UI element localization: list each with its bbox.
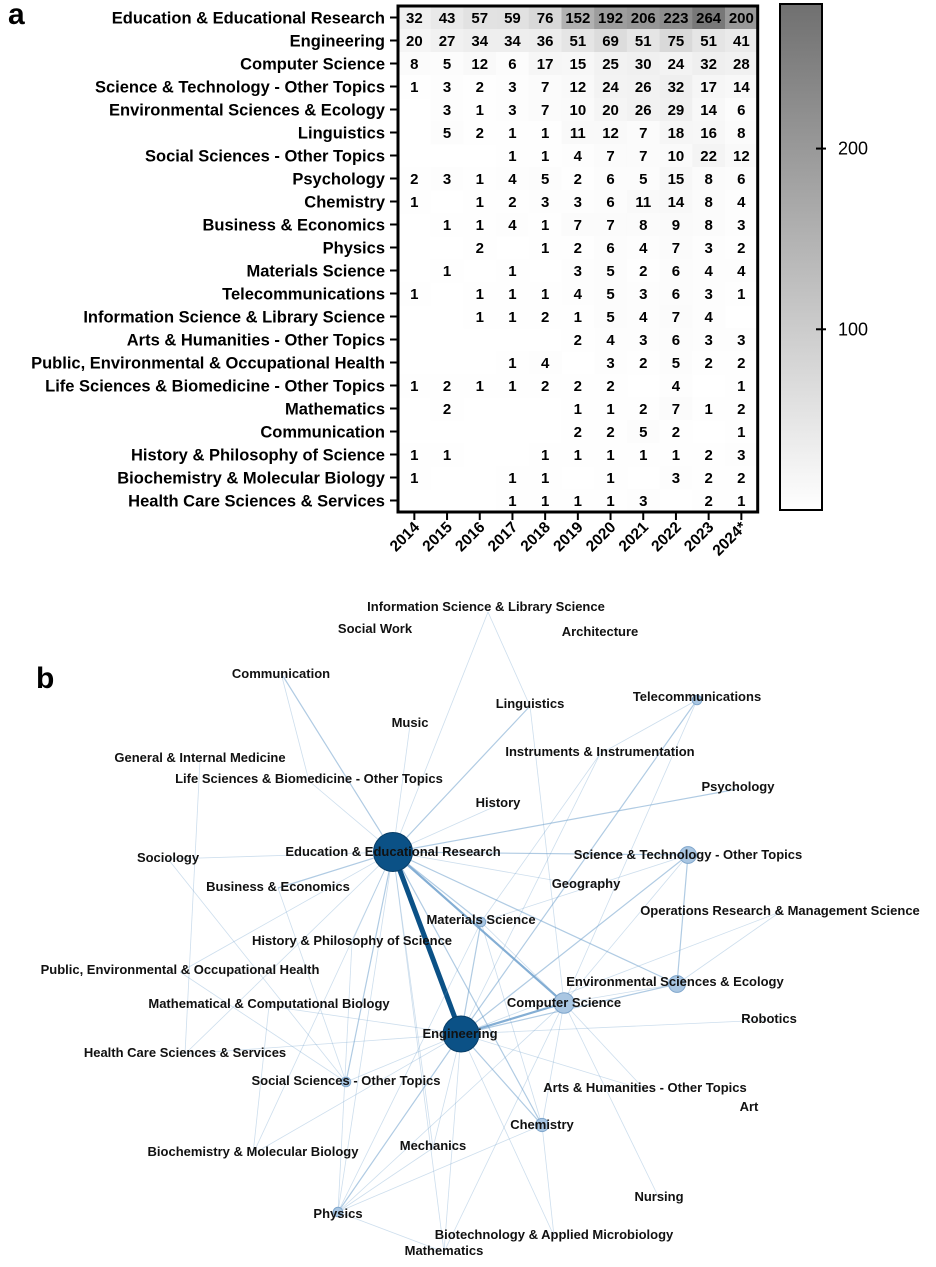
row-label-materials-science: Materials Science [246, 262, 385, 281]
heatmap-cell-value: 1 [606, 447, 615, 464]
heatmap-cell-value: 192 [598, 10, 624, 27]
heatmap-cell-value: 4 [704, 263, 713, 280]
heatmap-cell-value: 3 [540, 194, 550, 211]
heatmap-cell-value: 9 [671, 217, 681, 234]
heatmap-cell-value: 2 [573, 332, 583, 349]
heatmap-cell-value: 75 [667, 33, 685, 50]
heatmap-cell-value: 6 [508, 56, 517, 73]
row-label-information-science-library-science: Information Science & Library Science [83, 308, 385, 327]
heatmap-cell-value: 1 [475, 194, 484, 211]
network-edge [481, 922, 542, 1125]
heatmap-cell-value: 20 [602, 102, 619, 119]
network-label-nursing: Nursing [634, 1189, 684, 1204]
heatmap-cell-value: 3 [442, 79, 452, 96]
heatmap-cell-value: 2 [573, 240, 583, 257]
heatmap-cell-value: 5 [606, 263, 615, 280]
row-label-psychology: Psychology [292, 170, 385, 189]
heatmap-cell-value: 264 [696, 10, 722, 27]
heatmap-cell-value: 1 [540, 447, 550, 464]
heatmap-cell-value: 3 [442, 102, 452, 119]
row-label-life-sciences-biomedicine-other-topics: Life Sciences & Biomedicine - Other Topics [45, 377, 385, 396]
heatmap-cell-value: 1 [573, 401, 583, 418]
network-label-science-technology-other-topics: Science & Technology - Other Topics [573, 847, 803, 862]
heatmap-cell-value: 34 [504, 33, 521, 50]
heatmap-cell-value: 2 [737, 240, 746, 257]
heatmap-cell-value: 32 [406, 10, 423, 27]
heatmap-cell-value: 10 [569, 102, 587, 119]
network-label-chemistry: Chemistry [510, 1117, 574, 1132]
column-label: 2022 [648, 518, 685, 556]
heatmap-cell-value: 7 [671, 401, 681, 418]
network-label-information-science-library-science: Information Science & Library Science [367, 599, 605, 614]
row-label-physics: Physics [322, 239, 385, 258]
heatmap-cell-value: 1 [508, 470, 517, 487]
heatmap-cell-value: 3 [737, 217, 746, 234]
heatmap-cell-value: 8 [410, 56, 419, 73]
heatmap-cell-value: 2 [410, 171, 419, 188]
heatmap-cell-value: 36 [536, 33, 554, 50]
column-label: 2020 [582, 518, 620, 556]
heatmap-cell-value: 5 [639, 424, 648, 441]
heatmap-cell-value: 3 [508, 79, 517, 96]
heatmap-cell-value: 18 [667, 125, 685, 142]
heatmap-cell-value: 3 [508, 102, 517, 119]
heatmap-cell-value: 1 [508, 493, 517, 510]
network-label-sociology: Sociology [136, 850, 200, 865]
heatmap-cell-value: 3 [639, 286, 648, 303]
heatmap-cell-value: 5 [442, 56, 452, 73]
heatmap-cell-value: 12 [471, 56, 489, 73]
network-label-general-internal-medicine: General & Internal Medicine [114, 750, 286, 765]
heatmap-cell-value: 3 [573, 194, 583, 211]
network-label-education-educational-research: Education & Educational Research [285, 844, 501, 859]
heatmap-cell-value: 25 [602, 56, 619, 73]
heatmap-cell-value: 12 [569, 79, 587, 96]
heatmap-cell-value: 1 [475, 171, 484, 188]
column-label: 2019 [550, 518, 587, 556]
heatmap-cell-value: 1 [410, 447, 419, 464]
network-label-social-sciences-other-topics: Social Sciences - Other Topics [251, 1073, 441, 1088]
column-label: 2016 [452, 518, 489, 556]
column-label: 2018 [517, 518, 554, 556]
heatmap-cell-value: 3 [704, 286, 713, 303]
heatmap-cell-value: 4 [639, 309, 648, 326]
heatmap-cell-value: 6 [606, 194, 615, 211]
heatmap-cell-value: 3 [573, 263, 583, 280]
heatmap-cell-value: 3 [704, 240, 713, 257]
heatmap-cell-value: 1 [475, 217, 484, 234]
row-label-education-educational-research: Education & Educational Research [111, 9, 385, 28]
network-edge [481, 754, 600, 922]
heatmap-cell-value: 1 [573, 309, 583, 326]
heatmap-cell-value: 1 [508, 309, 517, 326]
heatmap-cell-value: 32 [700, 56, 717, 73]
network-label-history: History [475, 795, 521, 810]
heatmap-cell-value: 2 [606, 378, 615, 395]
network-label-social-work: Social Work [337, 621, 413, 636]
heatmap-cell-value: 5 [606, 309, 615, 326]
heatmap-cell-value: 5 [606, 286, 615, 303]
heatmap-cell-value: 2 [475, 125, 484, 142]
heatmap-cell-value: 1 [540, 493, 550, 510]
network-label-mathematics: Mathematics [404, 1243, 484, 1258]
column-label: 2021 [615, 518, 653, 556]
heatmap-cell-value: 3 [671, 470, 681, 487]
heatmap-cell-value: 2 [704, 447, 713, 464]
heatmap-cell-value: 4 [540, 355, 550, 372]
row-label-business-economics: Business & Economics [202, 216, 385, 235]
heatmap-cell-value: 12 [602, 125, 619, 142]
heatmap-cell-value: 2 [508, 194, 517, 211]
row-label-environmental-sciences-ecology: Environmental Sciences & Ecology [108, 101, 385, 120]
row-label-history-philosophy-of-science: History & Philosophy of Science [131, 446, 385, 465]
network-edge [461, 1020, 769, 1034]
heatmap-cell-value: 8 [704, 217, 713, 234]
heatmap-cell-value: 15 [667, 171, 685, 188]
heatmap-cell-value: 17 [536, 56, 554, 73]
heatmap-cell-value: 6 [606, 171, 615, 188]
network-label-mathematical-computational-biology: Mathematical & Computational Biology [148, 996, 390, 1011]
heatmap-cell-value: 17 [700, 79, 717, 96]
heatmap-cell-value: 2 [671, 424, 681, 441]
network-label-communication: Communication [231, 666, 331, 681]
heatmap-cell-value: 76 [536, 10, 554, 27]
panel-label-b: b [36, 662, 55, 695]
heatmap-cell-value: 1 [573, 447, 583, 464]
heatmap-cell-value: 14 [667, 194, 685, 211]
heatmap-cell-value: 2 [639, 355, 648, 372]
network-label-telecommunications: Telecommunications [632, 689, 762, 704]
heatmap-cell-value: 7 [639, 125, 648, 142]
heatmap-cell-value: 11 [569, 125, 586, 142]
heatmap-cell-value: 7 [606, 217, 615, 234]
network-label-history-philosophy-of-science: History & Philosophy of Science [251, 933, 453, 948]
heatmap-cell-value: 1 [540, 286, 550, 303]
network-label-materials-science: Materials Science [426, 912, 536, 927]
network-label-linguistics: Linguistics [495, 696, 565, 711]
heatmap-cell-value: 3 [704, 332, 713, 349]
heatmap-cell-value: 1 [737, 424, 746, 441]
heatmap-cell-value: 12 [733, 148, 750, 165]
heatmap-cell-value: 5 [639, 171, 648, 188]
network-label-life-sciences-biomedicine-other-topics: Life Sciences & Biomedicine - Other Topics [175, 771, 443, 786]
heatmap-cell-value: 1 [475, 309, 484, 326]
network-label-business-economics: Business & Economics [206, 879, 350, 894]
heatmap-cell-value: 1 [410, 194, 419, 211]
network-panel [36, 599, 920, 1258]
heatmap-cell-value: 6 [737, 102, 746, 119]
heatmap-cell-value: 59 [504, 10, 521, 27]
heatmap-cell-value: 2 [606, 424, 615, 441]
network-label-instruments-instrumentation: Instruments & Instrumentation [505, 744, 695, 759]
heatmap-cell-value: 8 [737, 125, 746, 142]
row-label-biochemistry-molecular-biology: Biochemistry & Molecular Biology [117, 469, 385, 488]
heatmap-cell-value: 2 [737, 470, 746, 487]
heatmap-cell-value: 1 [410, 378, 419, 395]
network-label-computer-science: Computer Science [506, 995, 622, 1010]
heatmap-cell-value: 2 [475, 79, 484, 96]
network-label-engineering: Engineering [422, 1026, 498, 1041]
row-label-linguistics: Linguistics [297, 124, 385, 143]
heatmap-cell-value: 6 [671, 332, 681, 349]
heatmap-cell-value: 2 [540, 309, 550, 326]
network-edge [542, 1125, 554, 1236]
heatmap-cell-value: 3 [442, 171, 452, 188]
heatmap-cell-value: 26 [634, 79, 652, 96]
row-label-chemistry: Chemistry [304, 193, 385, 212]
heatmap-cell-value: 1 [475, 378, 484, 395]
heatmap-cell-value: 7 [671, 240, 681, 257]
heatmap-cell-value: 8 [704, 194, 713, 211]
heatmap-cell-value: 24 [667, 56, 685, 73]
network-edge [338, 1034, 461, 1212]
heatmap-cell-value: 1 [508, 378, 517, 395]
heatmap-cell-value: 1 [475, 286, 484, 303]
heatmap-cell-value: 3 [737, 447, 746, 464]
row-label-engineering: Engineering [289, 32, 385, 51]
heatmap-cell-value: 4 [508, 171, 517, 188]
heatmap-cell-value: 1 [410, 470, 419, 487]
row-label-mathematics: Mathematics [285, 400, 385, 419]
heatmap-cell-value: 4 [606, 332, 615, 349]
heatmap-cell-value: 1 [410, 79, 419, 96]
heatmap-cell-value: 3 [639, 332, 648, 349]
heatmap-cell-value: 1 [737, 378, 746, 395]
heatmap-cell-value: 20 [406, 33, 423, 50]
network-label-art: Art [739, 1099, 759, 1114]
colorbar-tick-label: 200 [838, 138, 869, 159]
heatmap-cell-value: 223 [663, 10, 689, 27]
heatmap-cell-value: 14 [733, 79, 750, 96]
network-edge [338, 922, 481, 1212]
row-label-arts-humanities-other-topics: Arts & Humanities - Other Topics [126, 331, 385, 350]
heatmap-cell-value: 8 [639, 217, 648, 234]
heatmap-cell-value: 200 [728, 10, 754, 27]
heatmap-cell-value: 6 [671, 286, 681, 303]
heatmap-cell-value: 7 [540, 102, 550, 119]
heatmap-cell-value: 16 [700, 125, 717, 142]
heatmap-cell-value: 1 [540, 125, 550, 142]
heatmap-cell-value: 1 [573, 493, 583, 510]
network-edge [461, 1034, 554, 1236]
heatmap-cell-value: 5 [540, 171, 550, 188]
heatmap-cell-value: 41 [733, 33, 750, 50]
heatmap-cell-value: 1 [737, 493, 746, 510]
network-label-physics: Physics [313, 1206, 363, 1221]
network-edge [677, 855, 688, 984]
heatmap-cell-value: 1 [606, 493, 615, 510]
heatmap-cell-value: 28 [733, 56, 750, 73]
heatmap-cell-value: 30 [634, 56, 652, 73]
heatmap-cell-value: 51 [700, 33, 717, 50]
column-label: 2014 [386, 518, 424, 556]
row-label-telecommunications: Telecommunications [222, 285, 385, 304]
heatmap-cell-value: 1 [508, 355, 517, 372]
heatmap-cell-value: 4 [737, 263, 746, 280]
heatmap-cell-value: 10 [667, 148, 685, 165]
network-label-architecture: Architecture [561, 624, 639, 639]
heatmap-cell-value: 8 [704, 171, 713, 188]
network-label-geography: Geography [551, 876, 621, 891]
network-label-public-environmental-occupational-health: Public, Environmental & Occupational Health [40, 962, 320, 977]
heatmap-cell-value: 2 [573, 171, 583, 188]
network-label-psychology: Psychology [701, 779, 775, 794]
row-label-computer-science: Computer Science [240, 55, 385, 74]
network-label-environmental-sciences-ecology: Environmental Sciences & Ecology [566, 974, 784, 989]
heatmap-cell-value: 4 [573, 286, 583, 303]
heatmap-cell-value: 1 [442, 447, 452, 464]
heatmap-cell-value: 7 [540, 79, 550, 96]
heatmap-cell-value: 27 [438, 33, 456, 50]
heatmap-cell-value: 2 [639, 401, 648, 418]
heatmap-cell-value: 32 [667, 79, 685, 96]
network-label-health-care-sciences-services: Health Care Sciences & Services [83, 1045, 287, 1060]
heatmap-cell-value: 1 [442, 217, 452, 234]
heatmap-cell-value: 2 [737, 401, 746, 418]
heatmap-cell-value: 6 [606, 240, 615, 257]
heatmap-cell-value: 2 [737, 355, 746, 372]
row-label-social-sciences-other-topics: Social Sciences - Other Topics [145, 147, 385, 166]
network-edge [180, 972, 346, 1082]
heatmap-cell-value: 7 [573, 217, 583, 234]
heatmap-cell-value: 1 [508, 286, 517, 303]
heatmap-cell-value: 3 [737, 332, 746, 349]
column-label: 2017 [484, 518, 522, 556]
colorbar-gradient-bar [780, 4, 822, 510]
row-label-communication: Communication [260, 423, 385, 442]
heatmap-cell-value: 1 [704, 401, 713, 418]
heatmap-cell-value: 1 [475, 102, 484, 119]
heatmap-cell-value: 4 [737, 194, 746, 211]
network-label-robotics: Robotics [741, 1011, 797, 1026]
heatmap-cell-value: 14 [700, 102, 717, 119]
row-label-public-environmental-occupational-health: Public, Environmental & Occupational Health [31, 354, 385, 373]
heatmap-cell-value: 2 [704, 355, 713, 372]
heatmap-cell-value: 1 [540, 240, 550, 257]
panel-label-a: a [8, 0, 25, 31]
heatmap-cell-value: 1 [540, 148, 550, 165]
heatmap-cell-value: 2 [573, 424, 583, 441]
heatmap-cell-value: 2 [704, 493, 713, 510]
heatmap-cell-value: 7 [639, 148, 648, 165]
heatmap-cell-value: 4 [508, 217, 517, 234]
heatmap-cell-value: 3 [639, 493, 648, 510]
heatmap-cell-value: 15 [569, 56, 587, 73]
heatmap-cell-value: 1 [540, 217, 550, 234]
heatmap-cell-value: 1 [508, 263, 517, 280]
heatmap-cell-value: 3 [606, 355, 615, 372]
heatmap-cell-value: 1 [639, 447, 648, 464]
heatmap-cell-value: 22 [700, 148, 717, 165]
network-label-music: Music [391, 715, 429, 730]
heatmap-cell-value: 1 [737, 286, 746, 303]
column-label: 2024* [709, 518, 751, 560]
heatmap-cell-value: 2 [475, 240, 484, 257]
network-edge [564, 1003, 645, 1090]
heatmap-cell-value: 1 [508, 148, 517, 165]
heatmap-cell-value: 2 [704, 470, 713, 487]
heatmap-cell-value: 2 [639, 263, 648, 280]
heatmap-cell-value: 4 [671, 378, 681, 395]
network-label-arts-humanities-other-topics: Arts & Humanities - Other Topics [543, 1080, 747, 1095]
heatmap-cell-value: 152 [565, 10, 591, 27]
heatmap-cell-value: 2 [442, 378, 452, 395]
row-label-health-care-sciences-services: Health Care Sciences & Services [128, 492, 385, 511]
network-edge [278, 888, 346, 1082]
heatmap-cell-value: 1 [410, 286, 419, 303]
heatmap-cell-value: 51 [569, 33, 587, 50]
network-edge [346, 852, 393, 1082]
heatmap-cell-value: 5 [671, 355, 681, 372]
heatmap-cell-value: 4 [704, 309, 713, 326]
network-label-mechanics: Mechanics [399, 1138, 467, 1153]
heatmap-cell-value: 43 [438, 10, 456, 27]
heatmap-cell-value: 6 [737, 171, 746, 188]
heatmap-cell-value: 2 [540, 378, 550, 395]
heatmap-row-labels [31, 10, 386, 511]
network-label-biochemistry-molecular-biology: Biochemistry & Molecular Biology [147, 1144, 359, 1159]
network-label-biotechnology-applied-microbiology: Biotechnology & Applied Microbiology [434, 1227, 674, 1242]
heatmap-cell-value: 57 [471, 10, 489, 27]
heatmap-column-labels [387, 518, 751, 559]
heatmap-cell-value: 4 [573, 148, 583, 165]
heatmap-cell-value: 51 [634, 33, 652, 50]
heatmap-cell-value: 1 [442, 263, 452, 280]
heatmap-cell-value: 1 [606, 401, 615, 418]
heatmap-cell-value: 4 [639, 240, 648, 257]
colorbar-tick-label: 100 [838, 319, 869, 340]
heatmap-cell-value: 6 [671, 263, 681, 280]
column-label: 2015 [419, 518, 456, 556]
colorbar [780, 4, 868, 510]
heatmap-cell-value: 5 [442, 125, 452, 142]
heatmap-cell-value: 206 [630, 10, 656, 27]
heatmap-cell-value: 1 [508, 125, 517, 142]
column-label: 2023 [681, 518, 718, 556]
heatmap-cell-value: 69 [602, 33, 619, 50]
network-edge [564, 1003, 659, 1198]
heatmap-cell-value: 7 [606, 148, 615, 165]
heatmap-cell-value: 11 [635, 194, 652, 211]
heatmap-cell-value: 29 [667, 102, 685, 119]
network-edge [488, 612, 530, 706]
heatmap-cell-value: 34 [471, 33, 489, 50]
heatmap-cell-value: 2 [442, 401, 452, 418]
network-label-operations-research-management-science: Operations Research & Management Science [640, 903, 920, 918]
network-edge [281, 673, 393, 852]
heatmap-cell-value: 2 [573, 378, 583, 395]
row-label-science-technology-other-topics: Science & Technology - Other Topics [94, 78, 385, 97]
heatmap-cell-value: 26 [634, 102, 652, 119]
heatmap-cell-value: 1 [540, 470, 550, 487]
heatmap-cell-value: 1 [606, 470, 615, 487]
heatmap-panel [8, 0, 868, 559]
heatmap-cell-value: 1 [671, 447, 681, 464]
heatmap-cell-value: 7 [671, 309, 681, 326]
network-edge [393, 789, 738, 852]
heatmap-cell-value: 24 [602, 79, 619, 96]
